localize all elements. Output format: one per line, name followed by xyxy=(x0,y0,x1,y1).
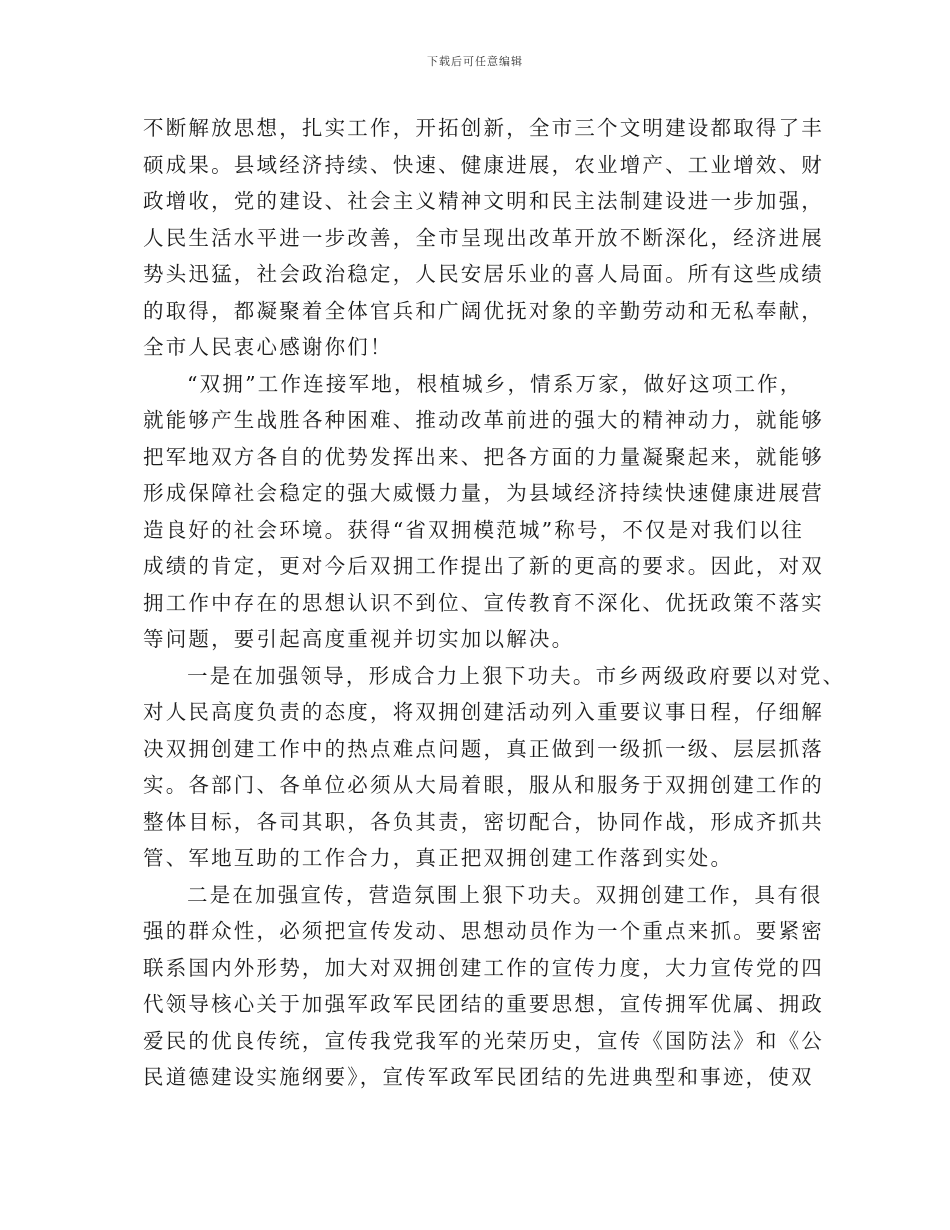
text-line: 人民生活水平进一步改善，全市呈现出改革开放不断深化，经济进展 xyxy=(143,225,824,250)
text-line: 的取得，都凝聚着全体官兵和广阔优抚对象的辛勤劳动和无私奉献， xyxy=(143,298,824,323)
text-line: 不断解放思想，扎实工作，开拓创新，全市三个文明建设都取得了丰 xyxy=(143,116,824,140)
page-header: 下载后可任意编辑 xyxy=(427,55,523,68)
text-line: 代领导核心关于加强军政军民团结的重要思想，宣传拥军优属、拥政 xyxy=(143,992,824,1016)
text-line: 等问题，要引起高度重视并切实加以解决。 xyxy=(143,627,575,651)
text-line: 就能够产生战胜各种困难、推动改革前进的强大的精神动力，就能够 xyxy=(143,408,824,432)
paragraph-start-line: 二是在加强宣传，营造氛围上狠下功夫。双拥创建工作，具有很 xyxy=(187,882,823,907)
text-line: 管、军地互助的工作合力，真正把双拥创建工作落到实处。 xyxy=(143,846,734,870)
text-line: 成绩的肯定，更对今后双拥工作提出了新的更高的要求。因此，对双 xyxy=(143,554,824,578)
text-line: 民道德建设实施纲要》，宣传军政军民团结的先进典型和事迹，使双 xyxy=(143,1065,814,1089)
text-line: 爱民的优良传统，宣传我党我军的光荣历史，宣传《国防法》和《公 xyxy=(143,1028,824,1053)
text-line: 决双拥创建工作中的热点难点问题，真正做到一级抓一级、层层抓落 xyxy=(143,736,824,761)
text-line: 拥工作中存在的思想认识不到位、宣传教育不深化、优抚政策不落实 xyxy=(143,590,824,615)
text-line: 全市人民衷心感谢你们！ xyxy=(143,335,393,359)
text-line: 形成保障社会稳定的强大威慑力量，为县域经济持续快速健康进展营 xyxy=(143,481,824,505)
text-line: 联系国内外形势，加大对双拥创建工作的宣传力度，大力宣传党的四 xyxy=(143,955,824,980)
paragraph-start-line: 一是在加强领导，形成合力上狠下功夫。市乡两级政府要以对党、 xyxy=(187,663,846,688)
text-line: 实。各部门、各单位必须从大局着眼，服从和服务于双拥创建工作的 xyxy=(143,773,824,797)
text-line: 对人民高度负责的态度，将双拥创建活动列入重要议事日程，仔细解 xyxy=(143,700,824,724)
text-line: 把军地双方各自的优势发挥出来、把各方面的力量凝聚起来，就能够 xyxy=(143,444,824,469)
paragraph-start-line: “双拥”工作连接军地，根植城乡，情系万家，做好这项工作， xyxy=(187,371,803,396)
body-text xyxy=(143,110,846,1096)
text-line: 强的群众性，必须把宣传发动、思想动员作为一个重点来抓。要紧密 xyxy=(143,919,824,943)
text-line: 势头迅猛，社会政治稳定，人民安居乐业的喜人局面。所有这些成绩 xyxy=(143,262,824,286)
text-line: 造良好的社会环境。获得“省双拥模范城”称号，不仅是对我们以往 xyxy=(143,517,804,542)
text-line: 政增收，党的建设、社会主义精神文明和民主法制建设进一步加强， xyxy=(143,189,824,213)
text-line: 硕成果。县域经济持续、快速、健康进展，农业增产、工业增效、财 xyxy=(143,152,824,177)
text-line: 整体目标，各司其职，各负其责，密切配合，协同作战，形成齐抓共 xyxy=(143,809,824,834)
